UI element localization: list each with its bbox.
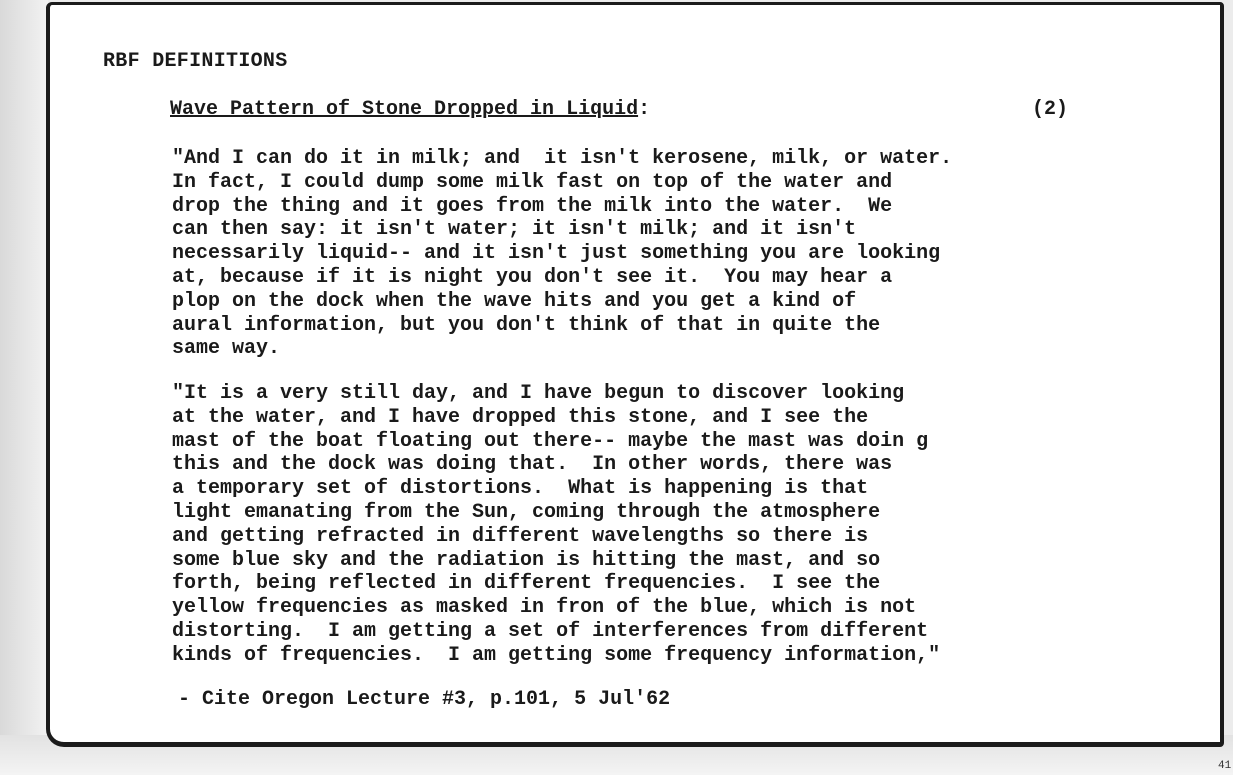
definition-title bbox=[170, 98, 650, 121]
page-number: (2) bbox=[1032, 98, 1069, 121]
definition-title-colon: : bbox=[638, 98, 651, 121]
corner-page-mark: 41 bbox=[1218, 760, 1232, 772]
document-heading: RBF DEFINITIONS bbox=[103, 50, 288, 73]
quote-paragraph-1: "And I can do it in milk; and it isn't kerosene, milk, or water. In fact, I could dump some milk fast on top of the water and drop the thing and it goes from the milk into the water. We can then say: it isn't water; it isn't milk; and it isn't necessarily liquid-- and it isn't just something you are looking at, because if it is night you don't see it. You may hear a plop on the dock when the wave hits and you get a kind of aural information, but you don't think of that in quite the same way. bbox=[172, 147, 953, 361]
definition-title-text: Wave Pattern of Stone Dropped in Liquid bbox=[170, 98, 639, 121]
quote-paragraph-2: "It is a very still day, and I have begun to discover looking at the water, and I have dropped this stone, and I see the mast of the boat floating out there-- maybe the mast was doin g this and the dock was doing that. In other words, there was a temporary set of distortions. What is happening is that light emanating from the Sun, coming through the atmosphere and getting refracted in different wavelengths so there is some blue sky and the radiation is hitting the mast, and so forth, being reflected in different frequencies. I see the yellow frequencies as masked in fron of the blue, which is not distorting. I am getting a set of interferences from different kinds of frequencies. I am getting some frequency information," bbox=[172, 382, 941, 667]
citation: - Cite Oregon Lecture #3, p.101, 5 Jul'62 bbox=[178, 688, 671, 711]
page-edge-shadow bbox=[0, 0, 48, 775]
